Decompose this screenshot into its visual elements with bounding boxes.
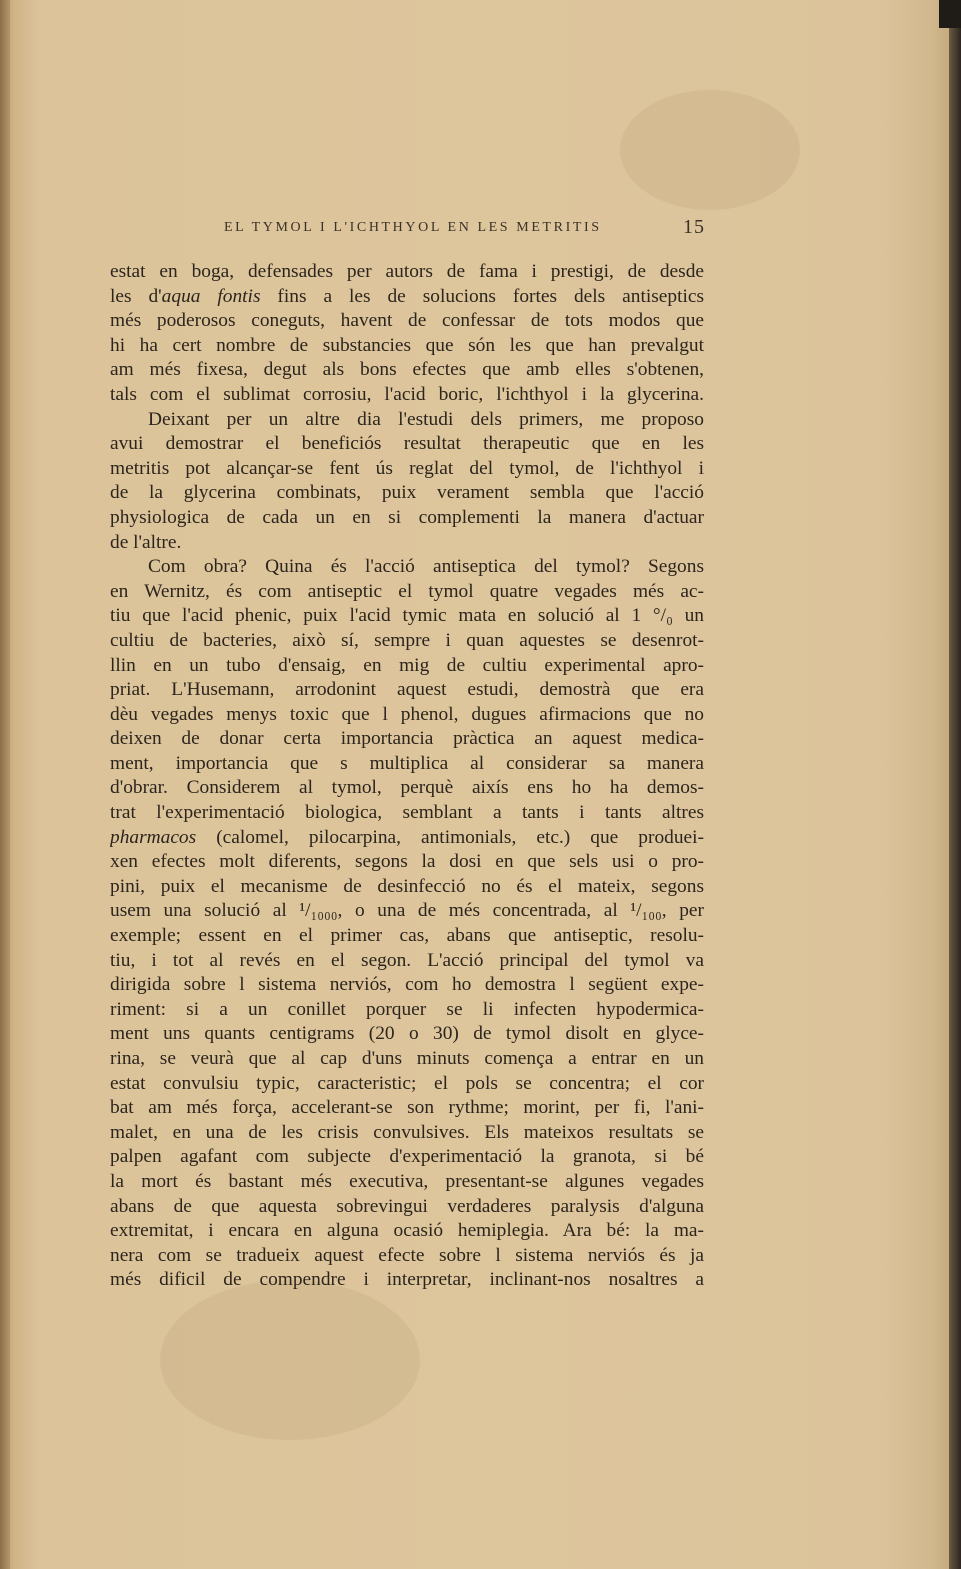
body-text <box>110 260 704 1293</box>
text-line: deixen de donar certa importancia pràctica an aquest medica- <box>110 728 704 750</box>
text-line: de l'altre. <box>110 531 182 553</box>
scan-corner <box>939 0 961 28</box>
text-line: cultiu de bacteries, això sí, sempre i quan aquestes se desenrot- <box>110 629 704 651</box>
paper-stain <box>620 90 800 210</box>
text-line: metritis pot alcançar-se fent ús reglat del tymol, de l'ichthyol i <box>110 457 704 479</box>
text-line: la mort és bastant més executiva, presentant-se algunes vegades <box>110 1170 704 1192</box>
text-span: les d' <box>110 285 162 307</box>
text-line: palpen agafant com subjecte d'experimentació la granota, si bé <box>110 1146 704 1168</box>
text-line: pini, puix el mecanisme de desinfecció no és el mateix, segons <box>110 875 704 897</box>
text-line: abans de que aquesta sobrevingui verdaderes paralysis d'alguna <box>110 1195 704 1217</box>
text-span: (calomel, pilocarpina, antimonials, etc.) que produei- <box>196 826 704 848</box>
text-line: priat. L'Husemann, arrodonint aquest estudi, demostrà que era <box>110 679 704 701</box>
text-line: bat am més força, accelerant-se son rythme; morint, per fi, l'ani- <box>110 1097 704 1119</box>
text-line <box>110 285 704 310</box>
page-number: 15 <box>683 216 705 238</box>
text-line: usem una solució al ¹/₁₀₀₀, o una de més concentrada, al ¹/₁₀₀, per <box>110 900 704 922</box>
scan-edge <box>949 0 961 1569</box>
paper-stain <box>160 1280 420 1440</box>
text-line: estat en boga, defensades per autors de fama i prestigi, de desde <box>110 261 704 282</box>
text-line: rina, se veurà que al cap d'uns minuts comença a entrar en un <box>110 1048 704 1069</box>
text-line: riment: si a un conillet porquer se li infecten hypodermica- <box>110 998 704 1020</box>
text-line: physiologica de cada un en si complementi la manera d'actuar <box>110 506 704 528</box>
running-head <box>108 216 705 240</box>
text-line: exemple; essent en el primer cas, abans que antiseptic, resolu- <box>110 925 704 947</box>
text-line: més poderosos coneguts, havent de confessar de tots modos que <box>110 310 704 332</box>
text-line: dèu vegades menys toxic que l phenol, dugues afirmacions que no <box>110 703 704 725</box>
text-line: en Wernitz, és com antiseptic el tymol quatre vegades més ac- <box>110 580 704 602</box>
text-line: am més fixesa, degut als bons efectes que amb elles s'obtenen, <box>110 359 704 381</box>
text-line: tiu, i tot al revés en el segon. L'acció principal del tymol va <box>110 949 704 971</box>
text-line: llin en un tubo d'ensaig, en mig de cultiu experimental apro- <box>110 654 704 676</box>
text-line: dirigida sobre l sistema nerviós, com ho demostra l següent expe- <box>110 974 704 996</box>
text-line: extremitat, i encara en alguna ocasió hemiplegia. Ara bé: la ma- <box>110 1220 704 1242</box>
text-line: Deixant per un altre dia l'estudi dels primers, me proposo <box>148 408 704 430</box>
text-line: nera com se tradueix aquest efecte sobre l sistema nerviós és ja <box>110 1244 704 1266</box>
text-line: Com obra? Quina és l'acció antiseptica del tymol? Segons <box>148 556 704 578</box>
italic-term: aqua fontis <box>161 285 261 307</box>
text-line <box>110 826 704 851</box>
text-line: malet, en una de les crisis convulsives. Els mateixos resultats se <box>110 1121 704 1143</box>
text-line: ment uns quants centigrams (20 o 30) de tymol disolt en glyce- <box>110 1023 704 1045</box>
text-line: tals com el sublimat corrosiu, l'acid boric, l'ichthyol i la glycerina. <box>110 383 704 405</box>
book-spine <box>0 0 10 1569</box>
text-line: més dificil de compendre i interpretar, inclinant-nos nosaltres a <box>110 1269 704 1291</box>
text-line: d'obrar. Considerem al tymol, perquè aixís ens ho ha demos- <box>110 777 704 799</box>
text-line: xen efectes molt diferents, segons la dosi en que sels usi o pro- <box>110 851 704 873</box>
text-line: de la glycerina combinats, puix verament sembla que l'acció <box>110 482 704 504</box>
text-line: avui demostrar el beneficiós resultat therapeutic que en les <box>110 433 704 455</box>
text-line: trat l'experimentació biologica, semblant a tants i tants altres <box>110 802 704 824</box>
text-line: tiu que l'acid phenic, puix l'acid tymic mata en solució al 1 °/₀ un <box>110 605 704 627</box>
text-line: hi ha cert nombre de substancies que són les que han prevalgut <box>110 334 704 356</box>
italic-term: pharmacos <box>110 826 197 848</box>
running-title: EL TYMOL I L'ICHTHYOL EN LES METRITIS <box>224 220 602 235</box>
text-line: ment, importancia que s multiplica al considerar sa manera <box>110 752 704 774</box>
text-span: fins a les de solucions fortes dels antiseptics <box>260 285 704 307</box>
text-line: estat convulsiu typic, caracteristic; el pols se concentra; el cor <box>110 1072 704 1094</box>
